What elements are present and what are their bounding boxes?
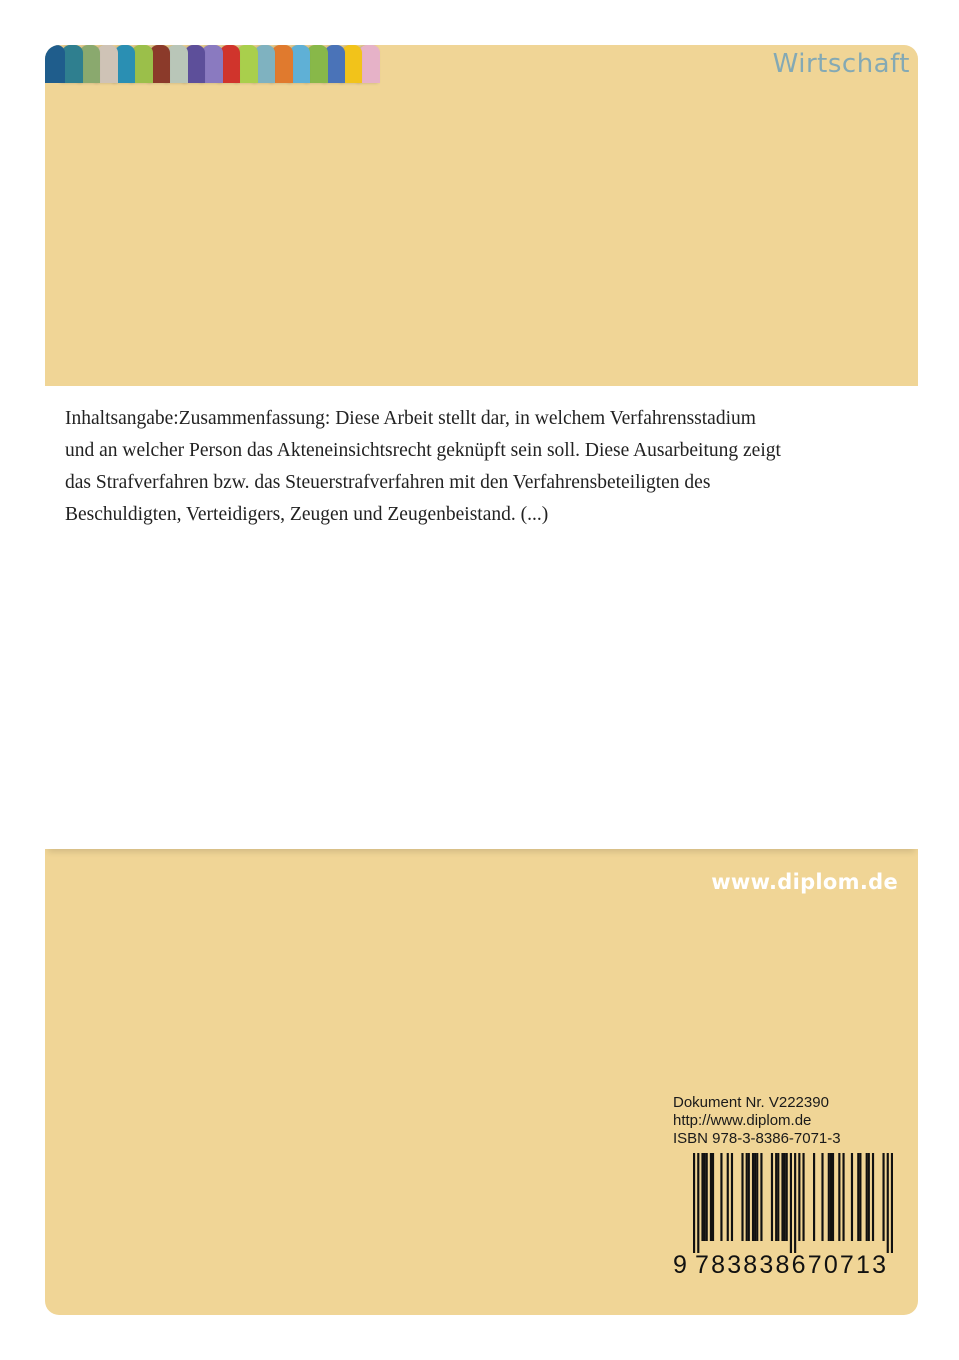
color-stripe: [255, 45, 275, 83]
barcode-bar: [859, 1153, 861, 1241]
book-back-cover: [45, 45, 918, 1315]
barcode-bar: [830, 1153, 832, 1241]
barcode-bar: [802, 1153, 804, 1241]
isbn-barcode: [673, 1153, 895, 1281]
barcode-bars: [693, 1153, 893, 1253]
barcode-bar: [754, 1153, 756, 1241]
barcode-bar: [706, 1153, 708, 1241]
color-stripe: [272, 45, 292, 83]
barcode-bar: [857, 1153, 859, 1241]
barcode-bar: [882, 1153, 884, 1241]
color-stripe: [185, 45, 205, 83]
barcode-bar: [790, 1153, 792, 1253]
barcode-bar: [697, 1153, 699, 1253]
color-stripe: [115, 45, 135, 83]
abstract-text: Inhaltsangabe:Zusammenfassung: Diese Arbeit stellt dar, in welchem Verfahrensstadium und an welcher Person das Akteneinsichtsrecht geknüpft sein soll. Diese Ausarbeitung zeigt das Strafverfahren bzw. das Steuerstrafverfahren mit den Verfahrensbeteiligten des Beschuldigten, Verteidigers, Zeugen und Zeugenbeistand. (...): [65, 408, 781, 525]
category-label: Wirtschaft: [772, 49, 910, 79]
barcode-digits: 783838670713: [695, 1251, 889, 1279]
barcode-bar: [727, 1153, 729, 1241]
color-stripe: [62, 45, 82, 83]
color-stripe-band: [45, 45, 377, 83]
color-stripe: [342, 45, 362, 83]
barcode-bar: [851, 1153, 853, 1241]
barcode-bar: [746, 1153, 748, 1241]
barcode-bar: [842, 1153, 844, 1241]
barcode-bar: [891, 1153, 893, 1253]
color-stripe: [97, 45, 117, 83]
color-stripe: [359, 45, 379, 83]
barcode-bar: [798, 1153, 800, 1241]
document-number: Dokument Nr. V222390: [673, 1094, 829, 1111]
barcode-bar: [720, 1153, 722, 1241]
color-stripe: [167, 45, 187, 83]
isbn-number: ISBN 978-3-8386-7071-3: [673, 1130, 841, 1147]
abstract-panel: [45, 386, 918, 849]
color-stripe: [150, 45, 170, 83]
color-stripe: [325, 45, 345, 83]
barcode-bar: [838, 1153, 840, 1241]
color-stripe: [307, 45, 327, 83]
publisher-website: www.diplom.de: [711, 870, 898, 894]
color-stripe: [132, 45, 152, 83]
document-url: http://www.diplom.de: [673, 1112, 812, 1129]
barcode-bar: [832, 1153, 834, 1241]
barcode-bar: [712, 1153, 714, 1241]
barcode-bar: [794, 1153, 796, 1253]
barcode-bar: [821, 1153, 823, 1241]
barcode-bar: [760, 1153, 762, 1241]
document-info: [673, 1094, 841, 1148]
barcode-bar: [701, 1153, 703, 1241]
barcode-bar: [771, 1153, 773, 1241]
barcode-bar: [752, 1153, 754, 1241]
color-stripe: [202, 45, 222, 83]
color-stripe: [80, 45, 100, 83]
color-stripe: [45, 45, 65, 83]
barcode-bar: [887, 1153, 889, 1253]
barcode-bar: [693, 1153, 695, 1253]
barcode-bar: [710, 1153, 712, 1241]
barcode-bar: [786, 1153, 788, 1241]
barcode-bar: [828, 1153, 830, 1241]
color-stripe: [220, 45, 240, 83]
color-stripe: [237, 45, 257, 83]
barcode-bar: [777, 1153, 779, 1241]
barcode-bar: [748, 1153, 750, 1241]
barcode-bar: [756, 1153, 758, 1241]
color-stripe: [290, 45, 310, 83]
barcode-bar: [704, 1153, 706, 1241]
barcode-bar: [866, 1153, 868, 1241]
barcode-first-digit: 9: [673, 1251, 687, 1279]
barcode-bar: [781, 1153, 783, 1241]
barcode-bar: [813, 1153, 815, 1241]
barcode-bar: [741, 1153, 743, 1241]
barcode-bar: [731, 1153, 733, 1241]
barcode-bar: [868, 1153, 870, 1241]
barcode-bar: [775, 1153, 777, 1241]
barcode-bar: [872, 1153, 874, 1241]
barcode-bar: [784, 1153, 786, 1241]
